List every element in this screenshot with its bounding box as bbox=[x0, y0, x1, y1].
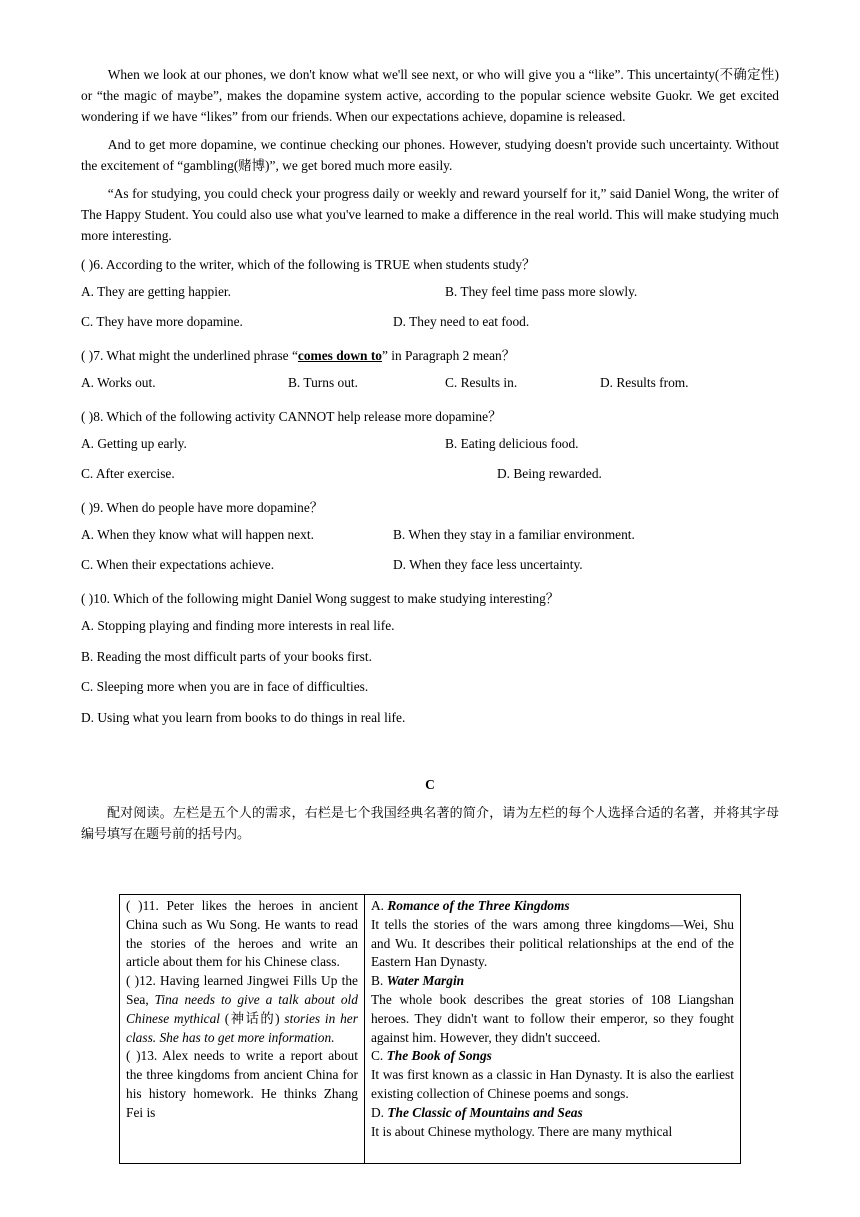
book-c-title: The Book of Songs bbox=[386, 1048, 492, 1064]
question-6-options-row-1 bbox=[81, 277, 779, 307]
book-d-letter: D. bbox=[370, 1104, 388, 1120]
question-7-stem-before: ( )7. What might the underlined phrase “ bbox=[81, 348, 298, 363]
passage-paragraph-2: And to get more dopamine, we continue checking our phones. However, studying doesn't provide such uncertainty. Without the excitement of “gambling(赌博)”, we get bored much more easily. bbox=[81, 137, 779, 173]
book-a-letter: A. bbox=[370, 898, 388, 913]
question-9-option-c: C. When their expectations achieve. bbox=[81, 557, 275, 572]
passage-paragraph-1: When we look at our phones, we don't know what we'll see next, or who will give you a “like”. This uncertainty(不确定性) or “the magic of maybe”, makes the dopamine system active, according to the popular science website Guokr. We get excited wondering if we have “likes” from our friends. When our expectations achieve, dopamine is released. bbox=[81, 67, 779, 124]
needs-column bbox=[120, 895, 365, 1164]
question-9-option-b: B. When they stay in a familiar environment. bbox=[393, 527, 635, 542]
question-6-stem: ( )6. According to the writer, which of the following is TRUE when students study？ bbox=[81, 257, 536, 272]
question-6-option-c: C. They have more dopamine. bbox=[81, 314, 243, 329]
question-8-option-a: A. Getting up early. bbox=[81, 436, 187, 451]
need-item-12-gloss: (神话的) bbox=[220, 1010, 285, 1026]
book-a-title: Romance of the Three Kingdoms bbox=[387, 898, 570, 913]
book-b bbox=[371, 972, 734, 991]
question-7-stem-after: ” in Paragraph 2 mean？ bbox=[381, 348, 516, 363]
question-10-stem: ( )10. Which of the following might Daniel Wong suggest to make studying interesting？ bbox=[81, 591, 560, 606]
question-10-option-c: C. Sleeping more when you are in face of difficulties. bbox=[81, 679, 369, 694]
question-10-option-b: B. Reading the most difficult parts of your books first. bbox=[81, 648, 372, 664]
need-item-12-intro: ( )12. Having learned Jingwei Fills Up the Sea, bbox=[126, 973, 358, 1007]
need-item-12 bbox=[126, 972, 358, 1047]
question-7-option-b: B. Turns out. bbox=[288, 375, 358, 390]
question-9-option-a: A. When they know what will happen next. bbox=[81, 527, 314, 542]
book-d-title: The Classic of Mountains and Seas bbox=[387, 1104, 583, 1120]
question-8-option-c: C. After exercise. bbox=[81, 466, 175, 481]
question-6-options-row-2 bbox=[81, 307, 779, 337]
question-8-option-d: D. Being rewarded. bbox=[497, 466, 602, 481]
question-6-option-d: D. They need to eat food. bbox=[393, 314, 530, 329]
book-c bbox=[371, 1047, 734, 1066]
matching-table bbox=[119, 894, 741, 1164]
question-8-stem: ( )8. Which of the following activity CANNOT help release more dopamine？ bbox=[81, 409, 502, 424]
question-7-options bbox=[81, 368, 779, 398]
question-9-stem: ( )9. When do people have more dopamine？ bbox=[81, 500, 324, 515]
need-item-13: ( )13. Alex needs to write a report about the three kingdoms from ancient China for his history homework. He thinks Zhang Fei is bbox=[126, 1048, 358, 1120]
book-d-description: It is about Chinese mythology. There are many mythical bbox=[370, 1123, 673, 1139]
question-8-options-row-1 bbox=[81, 429, 779, 459]
question-8-options-row-2 bbox=[81, 459, 779, 489]
book-b-description: The whole book describes the great stories of 108 Liangshan heroes. They didn't want to follow their emperor, so they fought against him. However, they didn't succeed. bbox=[370, 991, 734, 1045]
book-a bbox=[371, 897, 734, 916]
document-page bbox=[81, 64, 779, 845]
need-item-12-italic: Tina needs to give a talk about old Chinese mythical bbox=[126, 991, 358, 1026]
book-d bbox=[371, 1104, 734, 1123]
needs-column-content bbox=[126, 897, 358, 1161]
question-10-option-d: D. Using what you learn from books to do things in real life. bbox=[81, 709, 406, 725]
question-9-options-row-2 bbox=[81, 550, 779, 580]
question-7-option-c: C. Results in. bbox=[445, 375, 518, 390]
question-7-option-d: D. Results from. bbox=[600, 375, 689, 390]
question-9-options-row-1 bbox=[81, 520, 779, 550]
book-c-description: It was first known as a classic in Han Dynasty. It is also the earliest existing collection of Chinese poems and songs. bbox=[370, 1067, 734, 1101]
passage-paragraph-3: “As for studying, you could check your progress daily or weekly and reward yourself for it,” said Daniel Wong, the writer of The Happy Student. You could also use what you've learned to make a difference in the real world. This will make studying much more interesting. bbox=[81, 186, 779, 243]
need-item-12-italic-end: stories in her class. She has to get more information. bbox=[126, 1010, 358, 1045]
question-9-option-d: D. When they face less uncertainty. bbox=[393, 557, 583, 572]
underlined-phrase: comes down to bbox=[297, 348, 382, 363]
need-item-11: ( )11. Peter likes the heroes in ancient China such as Wu Song. He wants to read the stories of the heroes and write an article about them for his Chinese class. bbox=[126, 898, 358, 970]
section-instructions: 配对阅读。左栏是五个人的需求，右栏是七个我国经典名著的简介，请为左栏的每个人选择合适的名著，并将其字母编号填写在题号前的括号内。 bbox=[81, 806, 779, 842]
book-b-title: Water Margin bbox=[386, 973, 465, 989]
question-7-stem bbox=[81, 344, 779, 368]
question-6-option-a: A. They are getting happier. bbox=[81, 284, 231, 299]
question-10-option-a: A. Stopping playing and finding more interests in real life. bbox=[81, 618, 395, 633]
question-8-option-b: B. Eating delicious food. bbox=[445, 436, 579, 451]
books-column-content bbox=[371, 897, 734, 1161]
question-7-option-a: A. Works out. bbox=[81, 375, 156, 390]
book-a-description: It tells the stories of the wars among three kingdoms—Wei, Shu and Wu. It describes their political relationships at the end of the Eastern Han Dynasty. bbox=[370, 916, 734, 970]
books-column bbox=[364, 895, 740, 1164]
question-6-option-b: B. They feel time pass more slowly. bbox=[445, 284, 638, 299]
book-c-letter: C. bbox=[370, 1048, 387, 1064]
book-b-letter: B. bbox=[370, 973, 387, 989]
section-heading: C bbox=[425, 777, 435, 792]
